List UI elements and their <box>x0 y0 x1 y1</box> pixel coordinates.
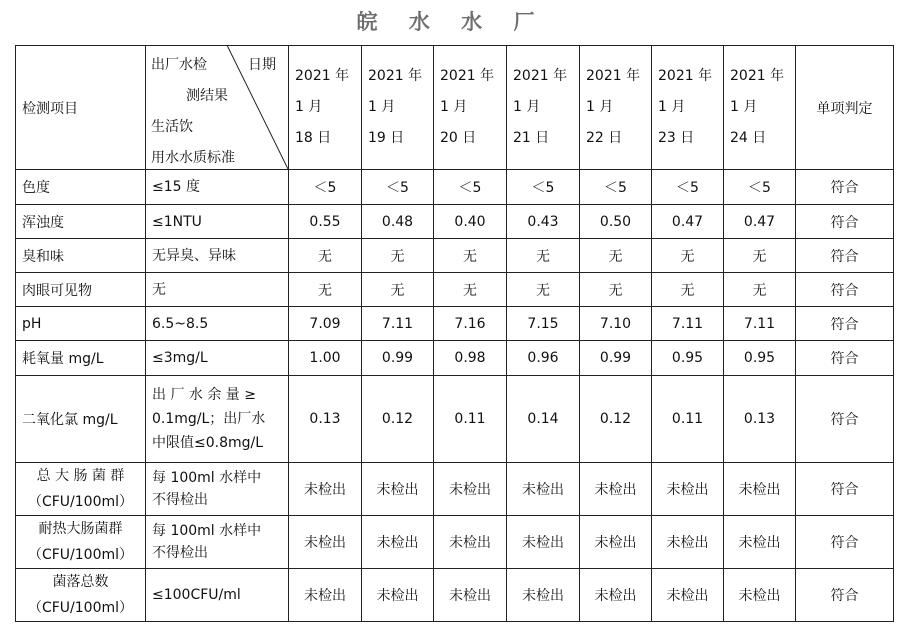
date-month: 1 月 <box>658 99 686 115</box>
diag-top-right: 日期 <box>248 57 276 73</box>
date-month: 1 月 <box>440 99 468 115</box>
value-cell: ＜5 <box>580 170 652 205</box>
date-header-cell <box>652 46 724 170</box>
value-cell: 0.98 <box>434 341 507 376</box>
value-cell: 未检出 <box>362 569 434 622</box>
standard-line: 0.1mg/L；出厂水 <box>152 411 266 427</box>
table-row <box>16 205 894 239</box>
table-row <box>16 516 894 569</box>
value-cell: 0.11 <box>434 376 507 463</box>
value-cell: 7.09 <box>289 307 362 341</box>
date-year: 2021 年 <box>440 68 495 84</box>
item-cell: 臭和味 <box>16 239 146 273</box>
value-cell: ＜5 <box>289 170 362 205</box>
value-cell: 7.15 <box>507 307 580 341</box>
value-cell: 无 <box>724 239 796 273</box>
table-row <box>16 273 894 307</box>
item-line: 总 大 肠 菌 群 <box>36 468 125 484</box>
judge-cell: 符合 <box>796 516 894 569</box>
item-cell <box>16 463 146 516</box>
date-day: 22 日 <box>586 130 623 146</box>
value-cell: 0.99 <box>580 341 652 376</box>
value-cell: 0.55 <box>289 205 362 239</box>
item-line: （CFU/100ml） <box>27 600 134 616</box>
value-cell: 未检出 <box>580 569 652 622</box>
value-cell: 0.96 <box>507 341 580 376</box>
value-cell: 0.48 <box>362 205 434 239</box>
judge-cell: 符合 <box>796 376 894 463</box>
date-month: 1 月 <box>513 99 541 115</box>
value-cell: 0.99 <box>362 341 434 376</box>
date-year: 2021 年 <box>658 68 713 84</box>
value-cell: 未检出 <box>434 569 507 622</box>
date-header-cell <box>507 46 580 170</box>
value-cell: 未检出 <box>289 516 362 569</box>
value-cell: 0.14 <box>507 376 580 463</box>
value-cell: 无 <box>507 273 580 307</box>
judge-cell: 符合 <box>796 307 894 341</box>
date-header-cell <box>289 46 362 170</box>
report-title: 皖 水 水 厂 <box>356 10 547 34</box>
date-year: 2021 年 <box>368 68 423 84</box>
value-cell: 7.10 <box>580 307 652 341</box>
value-cell: 0.13 <box>724 376 796 463</box>
value-cell: 无 <box>434 239 507 273</box>
item-cell: 二氧化氯 mg/L <box>16 376 146 463</box>
standard-cell: ≤3mg/L <box>146 341 289 376</box>
value-cell: 未检出 <box>507 569 580 622</box>
value-cell: 未检出 <box>289 569 362 622</box>
value-cell: ＜5 <box>507 170 580 205</box>
diag-mid: 测结果 <box>186 88 228 104</box>
item-line: 耐热大肠菌群 <box>38 521 123 537</box>
item-line: （CFU/100ml） <box>27 494 134 510</box>
standard-cell <box>146 376 289 463</box>
date-month: 1 月 <box>295 99 323 115</box>
value-cell: 未检出 <box>507 463 580 516</box>
judge-cell: 符合 <box>796 273 894 307</box>
date-year: 2021 年 <box>586 68 641 84</box>
value-cell: 未检出 <box>652 569 724 622</box>
value-cell: 未检出 <box>652 463 724 516</box>
judge-cell: 符合 <box>796 239 894 273</box>
standard-cell: ≤15 度 <box>146 170 289 205</box>
judge-cell: 符合 <box>796 569 894 622</box>
item-cell: pH <box>16 307 146 341</box>
judge-cell: 符合 <box>796 463 894 516</box>
value-cell: 0.47 <box>652 205 724 239</box>
value-cell: 无 <box>652 273 724 307</box>
date-year: 2021 年 <box>295 68 350 84</box>
value-cell: 未检出 <box>724 516 796 569</box>
judge-header: 单项判定 <box>796 46 894 170</box>
value-cell: 7.11 <box>362 307 434 341</box>
standard-line: 中限值≤0.8mg/L <box>152 435 264 451</box>
value-cell: 0.11 <box>652 376 724 463</box>
value-cell: 无 <box>652 239 724 273</box>
judge-cell: 符合 <box>796 170 894 205</box>
value-cell: 无 <box>507 239 580 273</box>
standard-line: 不得检出 <box>152 492 208 508</box>
date-day: 24 日 <box>730 130 767 146</box>
standard-cell: ≤100CFU/ml <box>146 569 289 622</box>
value-cell: 0.12 <box>580 376 652 463</box>
value-cell: 未检出 <box>652 516 724 569</box>
item-cell: 浑浊度 <box>16 205 146 239</box>
header-row <box>16 46 894 170</box>
table-row <box>16 341 894 376</box>
value-cell: 0.40 <box>434 205 507 239</box>
value-cell: 无 <box>362 273 434 307</box>
table-row <box>16 170 894 205</box>
value-cell: 0.95 <box>652 341 724 376</box>
item-cell: 耗氧量 mg/L <box>16 341 146 376</box>
date-day: 23 日 <box>658 130 695 146</box>
date-header-cell <box>362 46 434 170</box>
standard-cell: 6.5~8.5 <box>146 307 289 341</box>
date-header-cell <box>434 46 507 170</box>
date-year: 2021 年 <box>513 68 568 84</box>
date-day: 18 日 <box>295 130 332 146</box>
date-day: 20 日 <box>440 130 477 146</box>
value-cell: 未检出 <box>434 516 507 569</box>
value-cell: 1.00 <box>289 341 362 376</box>
item-cell <box>16 516 146 569</box>
date-day: 21 日 <box>513 130 550 146</box>
item-cell: 肉眼可见物 <box>16 273 146 307</box>
table-row <box>16 239 894 273</box>
date-month: 1 月 <box>730 99 758 115</box>
diag-top-left: 出厂水检 <box>151 57 207 73</box>
date-month: 1 月 <box>586 99 614 115</box>
value-cell: ＜5 <box>434 170 507 205</box>
item-cell <box>16 569 146 622</box>
value-cell: 未检出 <box>580 516 652 569</box>
table-row <box>16 376 894 463</box>
table-row <box>16 307 894 341</box>
value-cell: 无 <box>289 273 362 307</box>
table-body <box>16 46 894 622</box>
value-cell: 未检出 <box>362 516 434 569</box>
diag-bottom1: 生活饮 <box>151 119 193 135</box>
date-year: 2021 年 <box>730 68 785 84</box>
value-cell: 无 <box>434 273 507 307</box>
value-cell: 未检出 <box>724 463 796 516</box>
value-cell: 无 <box>362 239 434 273</box>
standard-cell: ≤1NTU <box>146 205 289 239</box>
date-month: 1 月 <box>368 99 396 115</box>
value-cell: 无 <box>724 273 796 307</box>
value-cell: 7.11 <box>652 307 724 341</box>
value-cell: 0.95 <box>724 341 796 376</box>
standard-line: 每 100ml 水样中 <box>152 523 262 539</box>
diag-bottom2: 用水水质标准 <box>151 150 235 166</box>
value-cell: 未检出 <box>434 463 507 516</box>
value-cell: 0.13 <box>289 376 362 463</box>
table-row <box>16 569 894 622</box>
value-cell: 未检出 <box>724 569 796 622</box>
value-cell: 0.50 <box>580 205 652 239</box>
judge-cell: 符合 <box>796 341 894 376</box>
value-cell: 未检出 <box>507 516 580 569</box>
standard-cell: 无异臭、异味 <box>146 239 289 273</box>
value-cell: 未检出 <box>289 463 362 516</box>
value-cell: 未检出 <box>362 463 434 516</box>
value-cell: ＜5 <box>724 170 796 205</box>
item-line: （CFU/100ml） <box>27 547 134 563</box>
standard-cell: 无 <box>146 273 289 307</box>
date-day: 19 日 <box>368 130 405 146</box>
standard-cell <box>146 516 289 569</box>
value-cell: 7.11 <box>724 307 796 341</box>
value-cell: 无 <box>289 239 362 273</box>
date-header-cell <box>724 46 796 170</box>
diagonal-header-cell <box>146 46 289 170</box>
value-cell: 7.16 <box>434 307 507 341</box>
item-header: 检测项目 <box>16 46 146 170</box>
standard-line: 出 厂 水 余 量 ≥ <box>152 387 256 403</box>
value-cell: 无 <box>580 239 652 273</box>
date-header-cell <box>580 46 652 170</box>
item-line: 菌落总数 <box>52 574 109 590</box>
value-cell: 0.47 <box>724 205 796 239</box>
judge-cell: 符合 <box>796 205 894 239</box>
item-cell: 色度 <box>16 170 146 205</box>
value-cell: 无 <box>580 273 652 307</box>
table-row <box>16 463 894 516</box>
value-cell: 0.43 <box>507 205 580 239</box>
standard-cell <box>146 463 289 516</box>
value-cell: ＜5 <box>652 170 724 205</box>
standard-line: 不得检出 <box>152 545 208 561</box>
value-cell: 0.12 <box>362 376 434 463</box>
water-quality-table <box>15 45 894 622</box>
standard-line: 每 100ml 水样中 <box>152 470 262 486</box>
value-cell: 未检出 <box>580 463 652 516</box>
value-cell: ＜5 <box>362 170 434 205</box>
